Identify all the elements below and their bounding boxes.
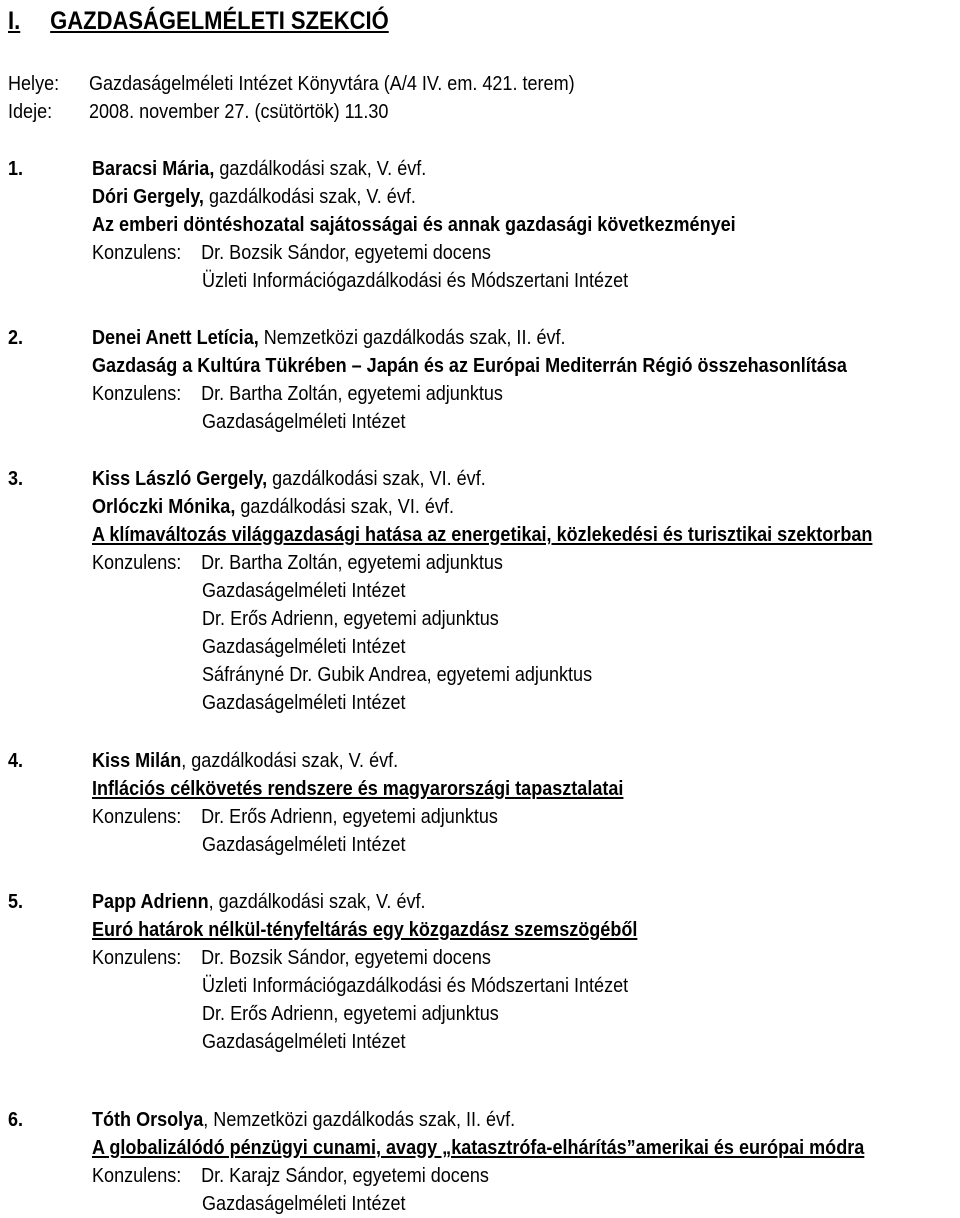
consultant-name: Dr. Bozsik Sándor, egyetemi docens (201, 241, 491, 264)
consultant-institute: Gazdaságelméleti Intézet (202, 635, 406, 658)
author-detail: , Nemzetközi gazdálkodás szak, II. évf. (203, 1108, 516, 1131)
section-roman-numeral: I. (8, 7, 21, 35)
author-name: Baracsi Mária, (92, 157, 215, 180)
author-detail: gazdálkodási szak, VI. évf. (267, 467, 486, 490)
consultant-name: Dr. Bartha Zoltán, egyetemi adjunktus (201, 382, 503, 405)
author-name: Kiss László Gergely, (92, 467, 268, 490)
entry-title: A klímaváltozás világgazdasági hatása az energetikai, közlekedési és turisztikai szektorban (92, 523, 873, 546)
consultant-line (92, 1164, 489, 1188)
entry-author (92, 495, 454, 519)
consultant-name: Dr. Erős Adrienn, egyetemi adjunktus (201, 805, 498, 828)
author-detail: gazdálkodási szak, V. évf. (203, 185, 416, 208)
place-value: Gazdaságelméleti Intézet Könyvtára (A/4 IV. em. 421. terem) (88, 72, 575, 95)
author-name: Dóri Gergely, (92, 185, 204, 208)
entry-author (92, 157, 426, 181)
consultant-name: Dr. Karajz Sándor, egyetemi docens (201, 1164, 489, 1187)
consultant-line (92, 946, 491, 970)
entry-author (92, 326, 566, 350)
author-name: Papp Adrienn (92, 890, 209, 913)
author-detail: , gazdálkodási szak, V. évf. (208, 890, 426, 913)
consultant-line (92, 551, 503, 575)
consultant-institute: Gazdaságelméleti Intézet (202, 1030, 406, 1053)
entry-number: 6. (8, 1108, 24, 1131)
author-detail: gazdálkodási szak, VI. évf. (235, 495, 454, 518)
consultant-label: Konzulens: (92, 805, 182, 828)
time-label: Ideje: (8, 100, 53, 123)
section-heading (8, 6, 389, 36)
consultant-institute: Gazdaságelméleti Intézet (202, 1192, 406, 1215)
entry-title: Euró határok nélkül-tényfeltárás egy közgazdász szemszögéből (92, 918, 638, 941)
consultant-label: Konzulens: (92, 946, 182, 969)
entry-author (92, 185, 416, 209)
consultant-label: Konzulens: (92, 382, 182, 405)
author-name: Tóth Orsolya (92, 1108, 204, 1131)
consultant-line (92, 241, 491, 265)
author-name: Kiss Milán (92, 749, 182, 772)
consultant-name: Dr. Bartha Zoltán, egyetemi adjunktus (201, 551, 503, 574)
consultant-line (92, 382, 503, 406)
time-value: 2008. november 27. (csütörtök) 11.30 (88, 100, 389, 123)
entry-number: 1. (8, 157, 24, 180)
entry-author (92, 890, 426, 914)
consultant-institute: Üzleti Információgazdálkodási és Módszertani Intézet (202, 269, 629, 292)
consultant-institute: Gazdaságelméleti Intézet (202, 691, 406, 714)
consultant-institute: Gazdaságelméleti Intézet (202, 833, 406, 856)
entry-number: 4. (8, 749, 24, 772)
section-title: GAZDASÁGELMÉLETI SZEKCIÓ (50, 7, 389, 35)
place-label: Helye: (8, 72, 60, 95)
consultant-institute: Gazdaságelméleti Intézet (202, 410, 406, 433)
consultant-institute: Üzleti Információgazdálkodási és Módszertani Intézet (202, 974, 629, 997)
consultant-label: Konzulens: (92, 1164, 182, 1187)
entry-author (92, 467, 486, 491)
author-detail: Nemzetközi gazdálkodás szak, II. évf. (258, 326, 566, 349)
consultant-name: Dr. Erős Adrienn, egyetemi adjunktus (202, 1002, 499, 1025)
consultant-label: Konzulens: (92, 241, 182, 264)
entry-title: Inflációs célkövetés rendszere és magyarországi tapasztalatai (92, 777, 624, 800)
entry-title: Gazdaság a Kultúra Tükrében – Japán és az Európai Mediterrán Régió összehasonlítása (92, 354, 847, 377)
author-detail: , gazdálkodási szak, V. évf. (181, 749, 399, 772)
author-name: Orlóczki Mónika, (92, 495, 236, 518)
consultant-institute: Gazdaságelméleti Intézet (202, 579, 406, 602)
entry-author (92, 1108, 515, 1132)
consultant-name: Dr. Bozsik Sándor, egyetemi docens (201, 946, 491, 969)
entry-title: A globalizálódó pénzügyi cunami, avagy „katasztrófa-elhárítás”amerikai és európai módra (92, 1136, 865, 1159)
consultant-line (92, 805, 498, 829)
entry-number: 5. (8, 890, 24, 913)
consultant-name: Sáfrányné Dr. Gubik Andrea, egyetemi adjunktus (202, 663, 593, 686)
entry-author (92, 749, 398, 773)
author-detail: gazdálkodási szak, V. évf. (214, 157, 427, 180)
entry-number: 2. (8, 326, 24, 349)
consultant-label: Konzulens: (92, 551, 182, 574)
author-name: Denei Anett Letícia, (92, 326, 259, 349)
consultant-name: Dr. Erős Adrienn, egyetemi adjunktus (202, 607, 499, 630)
entry-title: Az emberi döntéshozatal sajátosságai és annak gazdasági következményei (92, 213, 736, 236)
place-line (8, 72, 575, 96)
time-line (8, 100, 388, 124)
entry-number: 3. (8, 467, 24, 490)
